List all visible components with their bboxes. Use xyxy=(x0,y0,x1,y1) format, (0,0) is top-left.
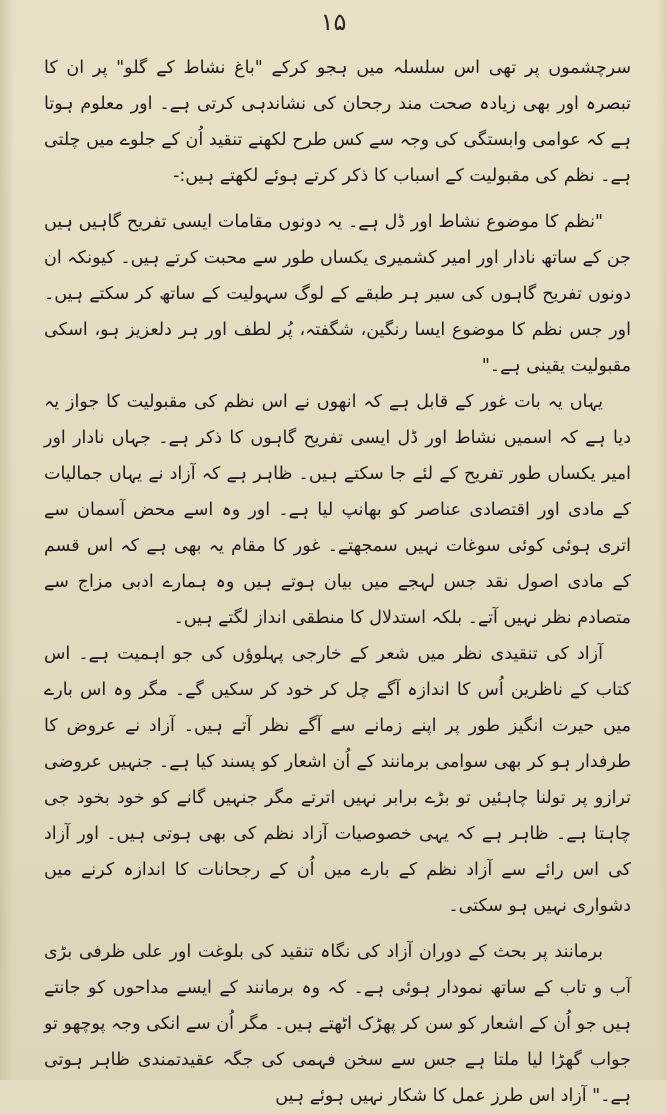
paragraph-2-quotation: "نظم کا موضوع نشاط اور ڈل ہے۔ یہ دونوں مقامات ایسی تفریح گاہیں ہیں جن کے ساتھ نادار اور امیر کشمیری یکساں طور سے محبت کرتے ہیں۔ کیونکہ ان دونوں تفریح گاہوں کی سیر ہر طبقے کے لوگ سہولیت کے ساتھ کر سکتے ہیں۔ اور جس نظم کا موضوع ایسا رنگین، شگفتہ، پُر لطف اور ہر دلعزیز ہو، اسکی مقبولیت یقینی ہے۔" xyxy=(44,212,631,376)
paragraph-3: یہاں یہ بات غور کے قابل ہے کہ انھوں نے اس نظم کی مقبولیت کا جواز یہ دیا ہے کہ اسمیں نشاط اور ڈل ایسی تفریح گاہوں کا ذکر ہے۔ جہاں نادار اور امیر یکساں طور تفریح کے لئے جا سکتے ہیں۔ ظاہر ہے کہ آزاد نے یہاں جمالیات کے مادی اور اقتصادی عناصر کو بھانپ لیا ہے۔ اور وہ اسے محض آسمان سے اتری ہوئی کوئی سوغات نہیں سمجھتے۔ غور کا مقام یہ بھی ہے کہ اس قسم کے مادی اصول نقد جس لہجے میں بیان ہوتے ہیں وہ ہمارے ادبی مزاج سے متصادم نظر نہیں آتے۔ بلکہ استدلال کا منطقی انداز لگتے ہیں۔ xyxy=(44,392,631,628)
page-body-text xyxy=(44,50,631,1114)
paragraph-5: برمانند پر بحث کے دوران آزاد کی نگاہ تنقید کی بلوغت اور علی ظرفی بڑی آب و تاب کے ساتھ نمودار ہوئی ہے۔ کہ وہ برمانند کے ایسے مداحوں کو جانتے ہیں جو اُن کے اشعار کو سن کر پھڑک اٹھتے ہیں۔ مگر اُن سے انکی وجہ پوچھو تو جواب گھڑا لیا ملتا ہے جس سے سخن فہمی کی جگہ عقیدتمندی ظاہر ہوتی ہے۔" آزاد اس طرز عمل کا شکار نہیں ہوئے ہیں xyxy=(44,942,631,1106)
page-number: ۱۵ xyxy=(320,8,347,36)
paragraph-4: آزاد کی تنقیدی نظر میں شعر کے خارجی پہلوؤں کی جو اہمیت ہے۔ اس کتاب کے ناظرین اُس کا اندازہ آگے چل کر خود کر سکیں گے۔ مگر وہ اس بارے میں حیرت انگیز طور پر اپنے زمانے سے آگے نظر آتے ہیں۔ آزاد نے عروض کا طرفدار ہو کر بھی سوامی برمانند کے اُن اشعار کو پسند کیا ہے۔ جنہیں عروضی ترازو پر تولنا چاہئیں تو بڑے برابر نہیں اترتے مگر جنہیں گانے کو خود بخود جی چاہتا ہے۔ ظاہر ہے کہ یہی خصوصیات آزاد نظم کی بھی ہوتی ہیں۔ اور آزاد کی اس رائے سے آزاد نظم کے بارے میں اُن کے رجحانات کا اندازہ کرنے میں دشواری نہیں ہو سکتی۔ xyxy=(44,644,631,916)
paragraph-1: سرچشموں پر تھی اس سلسلہ میں ہجو کرکے "باغ نشاط کے گلو" پر ان کا تبصرہ اور بھی زیادہ صحت مند رجحان کی نشاندہی کرتی ہے۔ اور معلوم ہوتا ہے کہ عوامی وابستگی کی وجہ سے کس طرح لکھنے تنقید اُن کے جلوے میں چلتی ہے۔ نظم کی مقبولیت کے اسباب کا ذکر کرتے ہوئے لکھتے ہیں:- xyxy=(44,58,631,186)
